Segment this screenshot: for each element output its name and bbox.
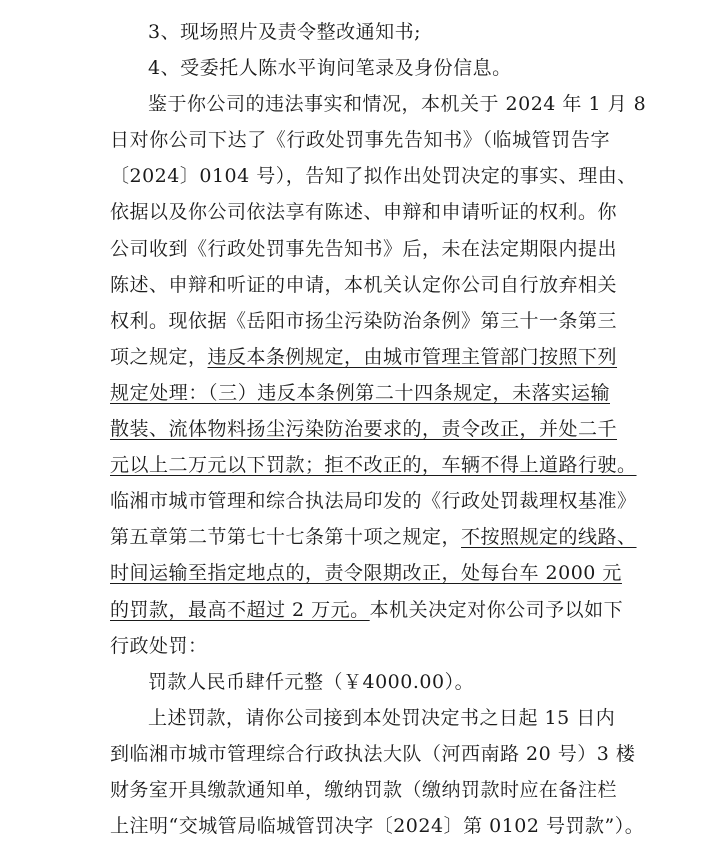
attachment-item-4: 4、受委托人陈水平询问笔录及身份信息。 — [148, 57, 512, 80]
underlined-regulation-text: 散装、流体物料扬尘污染防治要求的，责令改正，并处二千 — [110, 418, 618, 441]
text-segment: 项之规定， — [110, 345, 208, 368]
text-line: 〔2024〕0104 号），告知了拟作出处罚决定的事实、理由、 — [110, 165, 637, 188]
text-line: 依据以及你公司依法享有陈述、申辩和申请听证的权利。你 — [110, 201, 618, 224]
underlined-regulation-text: 违反本条例规定，由城市管理主管部门按照下列 — [207, 345, 618, 368]
underlined-standard-text: 时间运输至指定地点的，责令限期改正，处每台车 2000 元 — [110, 562, 622, 585]
underlined-regulation-text: 元以上二万元以下罚款；拒不改正的，车辆不得上道路行驶。 — [110, 454, 637, 477]
underlined-standard-text: 的罚款，最高不超过 2 万元。 — [110, 598, 370, 621]
text-line — [110, 447, 637, 483]
underlined-standard-text: 不按照规定的线路、 — [461, 526, 637, 549]
text-line — [110, 592, 624, 628]
paragraph-decision-basis — [110, 86, 647, 664]
text-line: 陈述、申辩和听证的申请，本机关认定你公司自行放弃相关 — [110, 273, 618, 296]
text-line — [110, 375, 610, 411]
text-line — [110, 411, 618, 447]
text-line: 行政处罚： — [110, 634, 208, 657]
underlined-regulation-text: 规定处理：（三）违反本条例第二十四条规定，未落实运输 — [110, 381, 610, 404]
text-line: 上注明“交城管局临城管罚决字〔2024〕第 0102 号罚款”）。 — [110, 815, 645, 838]
text-line — [110, 339, 618, 375]
paragraph-payment-instructions — [110, 700, 645, 844]
attachment-item-3: 3、现场照片及责令整改通知书; — [148, 21, 421, 43]
text-line: 临湘市城市管理和综合执法局印发的《行政处罚裁理权基准》 — [110, 490, 637, 513]
text-line: 财务室开具缴款通知单，缴纳罚款（缴纳罚款时应在备注栏 — [110, 778, 618, 801]
penalty-amount: 罚款人民币肆仟元整（￥4000.00）。 — [148, 670, 475, 693]
text-segment: 第五章第二节第七十七条第十项之规定， — [110, 526, 462, 549]
text-line: 鉴于你公司的违法事实和情况，本机关于 2024 年 1 月 8 — [148, 93, 647, 116]
text-line: 日对你公司下达了《行政处罚事先告知书》（临城管罚告字 — [110, 129, 610, 152]
text-segment: 本机关决定对你公司予以如下 — [369, 598, 624, 621]
text-line — [110, 555, 622, 591]
text-line: 权利。现依据《岳阳市扬尘污染防治条例》第三十一条第三 — [110, 309, 618, 332]
text-line: 到临湘市城市管理综合行政执法大队（河西南路 20 号）3 楼 — [110, 742, 636, 765]
text-line: 公司收到《行政处罚事先告知书》后，未在法定期限内提出 — [110, 237, 618, 260]
text-line — [110, 519, 637, 555]
document-page — [110, 14, 647, 844]
text-line: 上述罚款，请你公司接到本处罚决定书之日起 15 日内 — [148, 706, 616, 729]
